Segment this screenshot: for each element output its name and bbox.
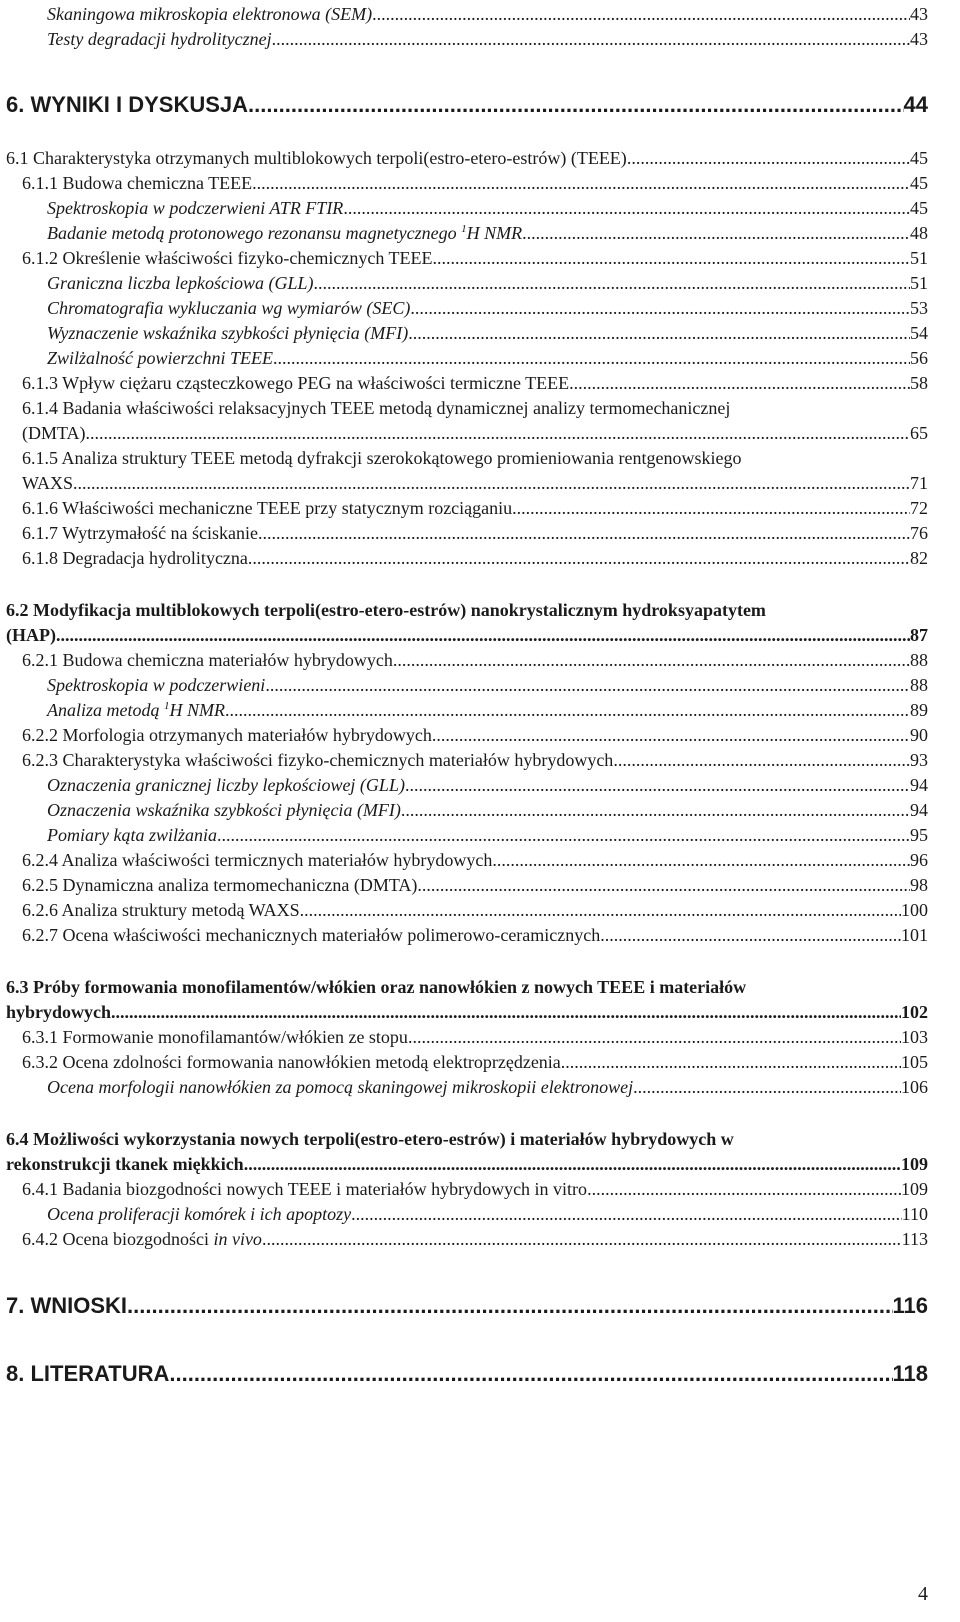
toc-page-number: 54 [910,323,928,343]
toc-page-number: 109 [901,1179,928,1199]
toc-entry: Ocena morfologii nanowłókien za pomocą skaningowej mikroskopii elektronowej ..... 106 [47,1075,928,1100]
toc-entry: 6.3.1 Formowanie monofilamantów/włókien ze stopu ..... 103 [22,1025,928,1050]
toc-entry: Wyznaczenie wskaźnika szybkości płynięcia (MFI) ..... 54 [47,321,928,346]
toc-page-number: 82 [910,548,928,568]
toc-page-number: 118 [892,1361,928,1386]
toc-section: (HAP) ..... 87 [6,623,928,648]
toc-page-number: 102 [901,1002,928,1022]
toc-entry: Ocena proliferacji komórek i ich apoptozy ..... 110 [47,1202,928,1227]
toc-page-number: 48 [910,223,928,243]
toc-entry: Badanie metodą protonowego rezonansu magnetycznego $^1$H NMR ..... 48 [47,221,928,246]
toc-page-number: 88 [910,650,928,670]
toc-entry: 6.2.3 Charakterystyka właściwości fizyko-chemicznych materiałów hybrydowych ..... 93 [22,748,928,773]
toc-page-number: 72 [910,498,928,518]
toc-entry: Testy degradacji hydrolitycznej ..... 43 [47,27,928,52]
toc-entry: WAXS ..... 71 [22,471,928,496]
toc-page-number: 101 [901,925,928,945]
toc-page-number: 88 [910,675,928,695]
toc-page-number: 89 [910,700,928,720]
toc-page-number: 43 [910,4,928,24]
toc-chapter: 8. LITERATURA ..... 118 [6,1361,928,1386]
toc-entry: 6.2.7 Ocena właściwości mechanicznych materiałów polimerowo-ceramicznych ..... 101 [22,923,928,948]
toc-entry: Zwilżalność powierzchni TEEE ..... 56 [47,346,928,371]
toc-page-number: 51 [910,248,928,268]
page-number: 4 [918,1583,928,1605]
toc-section-line1: 6.2 Modyfikacja multiblokowych terpoli(estro-etero-estrów) nanokrystalicznym hydroksyapatytem [6,600,766,620]
toc-page-number: 100 [901,900,928,920]
toc-entry: 6.4.2 Ocena biozgodności in vivo ..... 113 [22,1227,928,1252]
toc-entry: Oznaczenia granicznej liczby lepkościowej (GLL) ..... 94 [47,773,928,798]
toc-page-number: 109 [901,1154,928,1174]
toc-page-number: 45 [910,173,928,193]
toc-entry: Skaningowa mikroskopia elektronowa (SEM) ..... 43 [47,2,928,27]
toc-entry: (DMTA) ..... 65 [22,421,928,446]
toc-entry: 6.2.4 Analiza właściwości termicznych materiałów hybrydowych ..... 96 [22,848,928,873]
toc-chapter: 7. WNIOSKI ..... 116 [6,1293,928,1318]
toc-page-number: 65 [910,423,928,443]
toc-entry: 6.2.1 Budowa chemiczna materiałów hybrydowych ..... 88 [22,648,928,673]
toc-page-number: 94 [910,800,928,820]
toc-page-number: 71 [910,473,928,493]
toc-section-line1: 6.4 Możliwości wykorzystania nowych terpoli(estro-etero-estrów) i materiałów hybrydowych w [6,1129,734,1149]
toc-entry: 6.1.7 Wytrzymałość na ściskanie ..... 76 [22,521,928,546]
toc-page-number: 51 [910,273,928,293]
toc-page-number: 76 [910,523,928,543]
toc-page-number: 106 [901,1077,928,1097]
toc-entry: 6.1.8 Degradacja hydrolityczna ..... 82 [22,546,928,571]
toc-entry-line1: 6.1.4 Badania właściwości relaksacyjnych TEEE metodą dynamicznej analizy termomechanicznej [22,398,731,418]
toc-page-number: 58 [910,373,928,393]
toc-entry: 6.2.2 Morfologia otrzymanych materiałów hybrydowych ..... 90 [22,723,928,748]
toc-entry: 6.2.6 Analiza struktury metodą WAXS ..... 100 [22,898,928,923]
toc-entry-line1: 6.1.5 Analiza struktury TEEE metodą dyfrakcji szerokokątowego promieniowania rentgenowskiego [22,448,742,468]
toc-page-number: 44 [903,92,928,117]
toc-page-number: 93 [910,750,928,770]
toc-entry: 6.3.2 Ocena zdolności formowania nanowłókien metodą elektroprzędzenia ..... 105 [22,1050,928,1075]
toc-entry: 6.1.3 Wpływ ciężaru cząsteczkowego PEG na właściwości termiczne TEEE ..... 58 [22,371,928,396]
toc-page-number: 94 [910,775,928,795]
toc-section: rekonstrukcji tkanek miękkich ..... 109 [6,1152,928,1177]
toc-page-number: 43 [910,29,928,49]
toc-entry: Graniczna liczba lepkościowa (GLL) ..... 51 [47,271,928,296]
toc-page-number: 116 [892,1293,928,1318]
toc-page-number: 45 [910,198,928,218]
toc-page-number: 113 [901,1229,928,1249]
toc-page-number: 103 [901,1027,928,1047]
toc-entry: 6.1 Charakterystyka otrzymanych multiblokowych terpoli(estro-etero-estrów) (TEEE) ..... 45 [6,146,928,171]
toc-entry: 6.1.6 Właściwości mechaniczne TEEE przy statycznym rozciąganiu ..... 72 [22,496,928,521]
toc-entry: 6.1.2 Określenie właściwości fizyko-chemicznych TEEE ..... 51 [22,246,928,271]
toc-entry: Spektroskopia w podczerwieni ..... 88 [47,673,928,698]
toc-entry: Oznaczenia wskaźnika szybkości płynięcia (MFI) ..... 94 [47,798,928,823]
toc-entry: 6.1.1 Budowa chemiczna TEEE ..... 45 [22,171,928,196]
toc-entry: 6.2.5 Dynamiczna analiza termomechaniczna (DMTA) ..... 98 [22,873,928,898]
toc-chapter: 6. WYNIKI I DYSKUSJA ..... 44 [6,92,928,117]
toc-page-number: 56 [910,348,928,368]
toc-page-number: 87 [910,625,928,645]
toc-entry: Chromatografia wykluczania wg wymiarów (SEC) ..... 53 [47,296,928,321]
toc-entry: 6.4.1 Badania biozgodności nowych TEEE i materiałów hybrydowych in vitro ..... 109 [22,1177,928,1202]
toc-page-number: 96 [910,850,928,870]
toc-page-number: 90 [910,725,928,745]
toc-page-number: 105 [901,1052,928,1072]
toc-page-number: 53 [910,298,928,318]
toc-page-number: 95 [910,825,928,845]
toc-page-number: 45 [910,148,928,168]
toc-section-line1: 6.3 Próby formowania monofilamentów/włókien oraz nanowłókien z nowych TEEE i materiałów [6,977,747,997]
toc-page-number: 98 [910,875,928,895]
toc-entry: Analiza metodą $^1$H NMR ..... 89 [47,698,928,723]
toc-entry: Spektroskopia w podczerwieni ATR FTIR ..... 45 [47,196,928,221]
toc-page-number: 110 [901,1204,928,1224]
toc-entry: Pomiary kąta zwilżania ..... 95 [47,823,928,848]
toc-section: hybrydowych ..... 102 [6,1000,928,1025]
